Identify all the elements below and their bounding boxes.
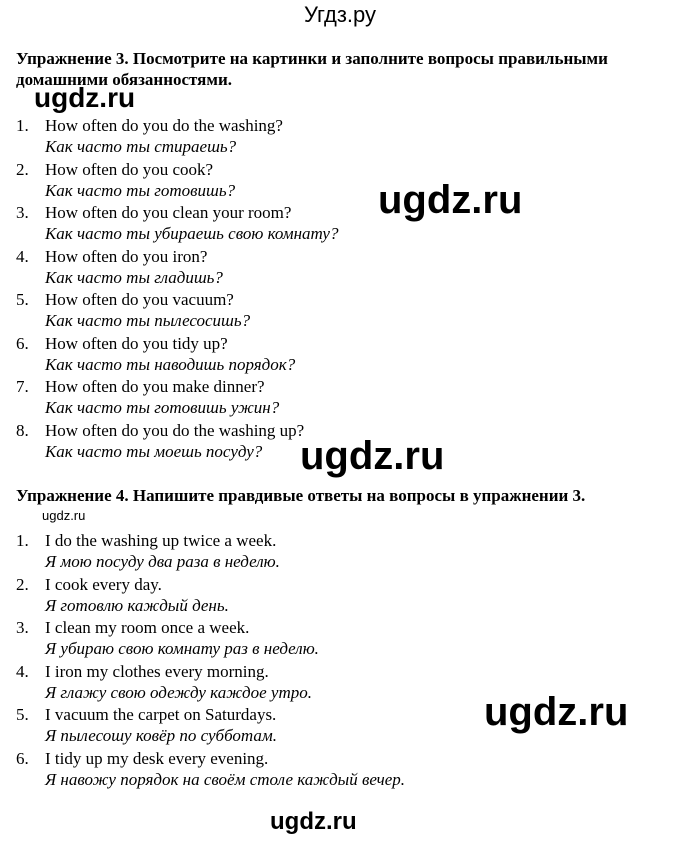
exercise-4-heading: Упражнение 4. Напишите правдивые ответы на вопросы в упражнении 3. xyxy=(16,486,586,505)
english-sentence: How often do you do the washing? xyxy=(45,116,283,135)
watermark: ugdz.ru xyxy=(270,808,357,835)
english-sentence: How often do you cook? xyxy=(45,159,214,179)
item-number: 2. xyxy=(16,159,29,179)
item-number: 6. xyxy=(16,333,29,353)
exercise-4-list xyxy=(16,530,656,791)
english-sentence: I vacuum the carpet on Saturdays. xyxy=(45,705,277,724)
exercise-3-list xyxy=(16,115,656,463)
russian-translation: Как часто ты готовишь? xyxy=(45,180,236,200)
english-sentence: I cook every day. xyxy=(45,574,162,594)
russian-translation: Я глажу свою одежду каждое утро. xyxy=(45,682,312,702)
russian-translation: Как часто ты готовишь ужин? xyxy=(45,398,280,417)
russian-translation: Как часто ты убираешь свою комнату? xyxy=(45,224,339,243)
list-item xyxy=(16,333,656,377)
watermark: ugdz.ru xyxy=(484,690,629,734)
list-item xyxy=(16,530,656,574)
item-number: 4. xyxy=(16,246,29,266)
item-number: 2. xyxy=(16,574,29,594)
item-number: 1. xyxy=(16,531,29,550)
item-number: 6. xyxy=(16,748,29,768)
watermark: ugdz.ru xyxy=(42,508,86,523)
russian-translation: Как часто ты гладишь? xyxy=(45,267,223,287)
site-title: Угдз.ру xyxy=(303,2,377,27)
english-sentence: I iron my clothes every morning. xyxy=(45,661,269,681)
item-number: 3. xyxy=(16,203,29,222)
exercise-3-heading: Упражнение 3. Посмотрите на картинки и заполните вопросы правильными домашними обязанностями. xyxy=(16,49,608,89)
watermark: ugdz.ru xyxy=(34,82,136,113)
russian-translation: Я готовлю каждый день. xyxy=(45,595,229,615)
item-number: 5. xyxy=(16,705,29,724)
list-item xyxy=(16,289,656,333)
item-number: 8. xyxy=(16,420,29,440)
list-item xyxy=(16,376,656,420)
item-number: 4. xyxy=(16,661,29,681)
russian-translation: Я убираю свою комнату раз в неделю. xyxy=(45,639,319,658)
item-number: 7. xyxy=(16,377,29,396)
russian-translation: Как часто ты моешь посуду? xyxy=(45,441,263,461)
english-sentence: How often do you iron? xyxy=(45,246,208,266)
english-sentence: I tidy up my desk every evening. xyxy=(45,748,269,768)
english-sentence: I do the washing up twice a week. xyxy=(45,531,277,550)
watermark: ugdz.ru xyxy=(300,434,445,478)
russian-translation: Я мою посуду два раза в неделю. xyxy=(45,552,280,571)
list-item xyxy=(16,115,656,159)
list-item xyxy=(16,159,656,203)
english-sentence: How often do you tidy up? xyxy=(45,333,228,353)
english-sentence: How often do you vacuum? xyxy=(45,290,234,309)
russian-translation: Я навожу порядок на своём столе каждый вечер. xyxy=(45,769,406,789)
russian-translation: Как часто ты пылесосишь? xyxy=(45,311,251,330)
russian-translation: Как часто ты наводишь порядок? xyxy=(45,354,296,374)
russian-translation: Я пылесошу ковёр по субботам. xyxy=(45,726,278,745)
list-item xyxy=(16,574,656,618)
list-item xyxy=(16,246,656,290)
list-item xyxy=(16,617,656,661)
item-number: 1. xyxy=(16,116,29,135)
english-sentence: How often do you make dinner? xyxy=(45,377,265,396)
watermark: ugdz.ru xyxy=(378,178,523,222)
english-sentence: How often do you do the washing up? xyxy=(45,420,305,440)
item-number: 3. xyxy=(16,618,29,637)
item-number: 5. xyxy=(16,290,29,309)
english-sentence: How often do you clean your room? xyxy=(45,203,292,222)
russian-translation: Как часто ты стираешь? xyxy=(45,137,237,156)
list-item xyxy=(16,202,656,246)
english-sentence: I clean my room once a week. xyxy=(45,618,250,637)
list-item xyxy=(16,748,656,792)
